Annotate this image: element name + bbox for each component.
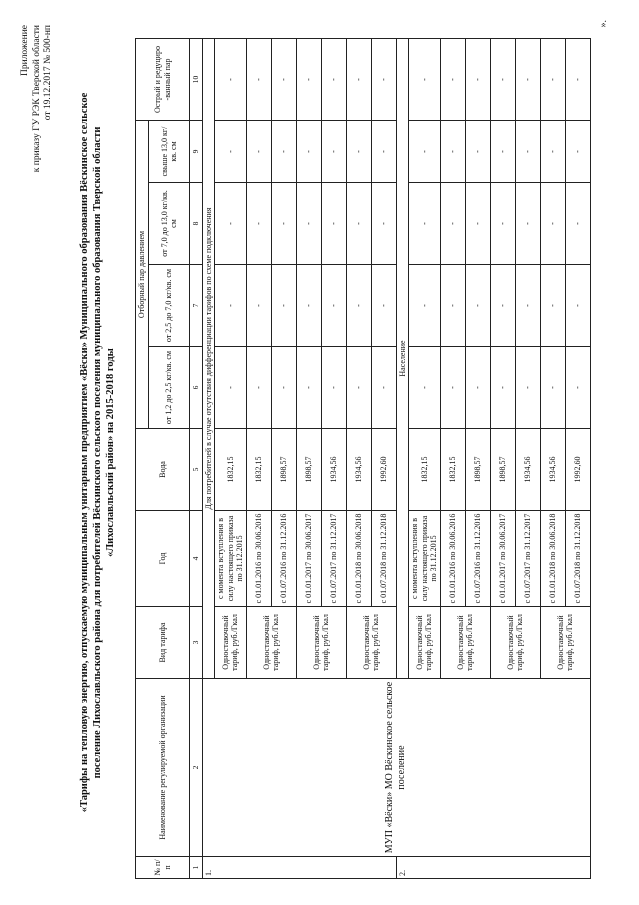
water-tariff-cell: 1898,57	[465, 429, 490, 511]
header-org: Наименование регулируемой организации	[136, 679, 190, 857]
table-body	[202, 39, 590, 879]
header-pressure-3: от 7,0 до 13,0 кг/кв. см	[149, 183, 190, 265]
header-no: № п/ п	[136, 857, 190, 879]
column-number: 2	[190, 679, 203, 857]
steam-tariff-cell: -	[215, 121, 247, 183]
steam-tariff-cell: -	[515, 347, 540, 429]
steam-tariff-cell: -	[371, 39, 396, 121]
header-pressure-2: от 2,5 до 7,0 кг/кв. см	[149, 265, 190, 347]
period-cell: с 01.07.2016 по 31.12.2016	[271, 511, 296, 607]
period-cell: с 01.07.2017 по 31.12.2017	[515, 511, 540, 607]
steam-tariff-cell: -	[346, 39, 371, 121]
steam-tariff-cell: -	[515, 39, 540, 121]
steam-tariff-cell: -	[465, 121, 490, 183]
steam-tariff-cell: -	[246, 39, 271, 121]
water-tariff-cell: 1898,57	[490, 429, 515, 511]
steam-tariff-cell: -	[346, 121, 371, 183]
steam-tariff-cell: -	[271, 39, 296, 121]
steam-tariff-cell: -	[321, 121, 346, 183]
closing-mark: ».	[598, 20, 609, 28]
steam-tariff-cell: -	[440, 121, 465, 183]
steam-tariff-cell: -	[215, 39, 247, 121]
steam-tariff-cell: -	[321, 39, 346, 121]
steam-tariff-cell: -	[409, 347, 441, 429]
steam-tariff-cell: -	[246, 347, 271, 429]
tariff-type-cell: Одноставочный тариф, руб./Гкал	[246, 607, 296, 679]
steam-tariff-cell: -	[540, 347, 565, 429]
appendix-note	[20, 25, 55, 172]
steam-tariff-cell: -	[321, 265, 346, 347]
steam-tariff-cell: -	[246, 265, 271, 347]
water-tariff-cell: 1992,60	[371, 429, 396, 511]
tariff-type-cell: Одноставочный тариф, руб./Гкал	[296, 607, 346, 679]
column-number: 9	[190, 121, 203, 183]
steam-tariff-cell: -	[271, 265, 296, 347]
water-tariff-cell: 1832,15	[246, 429, 271, 511]
column-number: 6	[190, 347, 203, 429]
steam-tariff-cell: -	[440, 183, 465, 265]
steam-tariff-cell: -	[346, 265, 371, 347]
steam-tariff-cell: -	[490, 347, 515, 429]
header-tariff-type: Вид тарифа	[136, 607, 190, 679]
steam-tariff-cell: -	[515, 183, 540, 265]
header-row	[136, 39, 149, 879]
steam-tariff-cell: -	[246, 121, 271, 183]
steam-tariff-cell: -	[271, 183, 296, 265]
steam-tariff-cell: -	[409, 265, 441, 347]
steam-tariff-cell: -	[215, 265, 247, 347]
steam-tariff-cell: -	[565, 265, 590, 347]
steam-tariff-cell: -	[246, 183, 271, 265]
period-cell: с 01.01.2016 по 30.06.2016	[246, 511, 271, 607]
column-number: 4	[190, 511, 203, 607]
period-cell: с 01.01.2017 по 30.06.2017	[490, 511, 515, 607]
tariff-table	[135, 38, 591, 879]
column-number-row	[190, 39, 203, 879]
steam-tariff-cell: -	[371, 183, 396, 265]
steam-tariff-cell: -	[440, 347, 465, 429]
steam-tariff-cell: -	[321, 183, 346, 265]
steam-tariff-cell: -	[346, 183, 371, 265]
steam-tariff-cell: -	[271, 347, 296, 429]
steam-tariff-cell: -	[371, 265, 396, 347]
steam-tariff-cell: -	[540, 39, 565, 121]
steam-tariff-cell: -	[540, 121, 565, 183]
steam-tariff-cell: -	[296, 347, 321, 429]
steam-tariff-cell: -	[409, 183, 441, 265]
column-number: 10	[190, 39, 203, 121]
period-cell: с 01.01.2018 по 30.06.2018	[346, 511, 371, 607]
heading-line-3: «Лихославльский район» на 2015-2018 годы	[105, 348, 116, 557]
tariff-type-cell: Одноставочный тариф, руб./Гкал	[409, 607, 441, 679]
appendix-order: к приказу ГУ РЭК Тверской области	[31, 25, 42, 173]
org-name: МУП «Вёски» МО Вёскинское сельское поселение	[202, 679, 590, 857]
tariff-type-cell: Одноставочный тариф, руб./Гкал	[540, 607, 590, 679]
header-sharp-steam: Острый и редуциро -ванный пар	[136, 39, 190, 121]
water-tariff-cell: 1832,15	[440, 429, 465, 511]
water-tariff-cell: 1898,57	[271, 429, 296, 511]
steam-tariff-cell: -	[490, 265, 515, 347]
tariff-type-cell: Одноставочный тариф, руб./Гкал	[215, 607, 247, 679]
water-tariff-cell: 1934,56	[321, 429, 346, 511]
water-tariff-cell: 1934,56	[346, 429, 371, 511]
steam-tariff-cell: -	[515, 265, 540, 347]
steam-tariff-cell: -	[296, 39, 321, 121]
steam-tariff-cell: -	[346, 347, 371, 429]
heading-line-1: «Тарифы на тепловую энергию, отпускаемую муниципальным унитарным предприятием «Вёски» Муниципального образования Вёскинское сельское	[79, 92, 90, 813]
steam-tariff-cell: -	[215, 347, 247, 429]
appendix-date: от 19.12.2017 № 500-нп	[43, 25, 53, 121]
steam-tariff-cell: -	[465, 39, 490, 121]
period-cell: с 01.07.2018 по 31.12.2018	[565, 511, 590, 607]
steam-tariff-cell: -	[490, 121, 515, 183]
steam-tariff-cell: -	[296, 183, 321, 265]
section-number: 2.	[396, 857, 590, 879]
steam-tariff-cell: -	[465, 347, 490, 429]
column-number: 7	[190, 265, 203, 347]
appendix-title: Приложение	[20, 25, 30, 76]
water-tariff-cell: 1934,56	[540, 429, 565, 511]
period-cell: с момента вступления в силу настоящего приказа по 31.12.2015	[215, 511, 247, 607]
period-cell: с 01.07.2018 по 31.12.2018	[371, 511, 396, 607]
header-water: Вода	[136, 429, 190, 511]
period-cell: с 01.01.2016 по 30.06.2016	[440, 511, 465, 607]
steam-tariff-cell: -	[565, 347, 590, 429]
steam-tariff-cell: -	[321, 347, 346, 429]
section-number: 1.	[202, 857, 396, 879]
header-steam-group: Отборный пар давлением	[136, 121, 149, 429]
steam-tariff-cell: -	[540, 265, 565, 347]
steam-tariff-cell: -	[271, 121, 296, 183]
section-row	[202, 39, 215, 879]
steam-tariff-cell: -	[465, 265, 490, 347]
tariff-type-cell: Одноставочный тариф, руб./Гкал	[490, 607, 540, 679]
steam-tariff-cell: -	[409, 39, 441, 121]
tariff-type-cell: Одноставочный тариф, руб./Гкал	[346, 607, 396, 679]
water-tariff-cell: 1934,56	[515, 429, 540, 511]
steam-tariff-cell: -	[371, 347, 396, 429]
water-tariff-cell: 1832,15	[215, 429, 247, 511]
period-cell: с 01.01.2018 по 30.06.2018	[540, 511, 565, 607]
steam-tariff-cell: -	[490, 183, 515, 265]
period-cell: с 01.07.2017 по 31.12.2017	[321, 511, 346, 607]
steam-tariff-cell: -	[440, 265, 465, 347]
column-number: 8	[190, 183, 203, 265]
column-number: 1	[190, 857, 203, 879]
steam-tariff-cell: -	[296, 121, 321, 183]
water-tariff-cell: 1832,15	[409, 429, 441, 511]
period-cell: с момента вступления в силу настоящего приказа по 31.12.2015	[409, 511, 441, 607]
steam-tariff-cell: -	[465, 183, 490, 265]
steam-tariff-cell: -	[565, 39, 590, 121]
steam-tariff-cell: -	[215, 183, 247, 265]
header-pressure-1: от 1,2 до 2,5 кг/кв. см	[149, 347, 190, 429]
header-pressure-4: свыше 13,0 кг/кв. см	[149, 121, 190, 183]
column-number: 5	[190, 429, 203, 511]
steam-tariff-cell: -	[490, 39, 515, 121]
steam-tariff-cell: -	[296, 265, 321, 347]
header-year: Год	[136, 511, 190, 607]
tariff-type-cell: Одноставочный тариф, руб./Гкал	[440, 607, 490, 679]
water-tariff-cell: 1992,60	[565, 429, 590, 511]
column-number: 3	[190, 607, 203, 679]
document-heading	[78, 70, 117, 835]
steam-tariff-cell: -	[440, 39, 465, 121]
steam-tariff-cell: -	[371, 121, 396, 183]
section-title: Для потребителей в случае отсутствия дифференциации тарифов по схеме подключения	[202, 39, 215, 679]
steam-tariff-cell: -	[565, 121, 590, 183]
steam-tariff-cell: -	[409, 121, 441, 183]
period-cell: с 01.01.2017 по 30.06.2017	[296, 511, 321, 607]
steam-tariff-cell: -	[565, 183, 590, 265]
section-title: Население	[396, 39, 409, 679]
water-tariff-cell: 1898,57	[296, 429, 321, 511]
steam-tariff-cell: -	[515, 121, 540, 183]
period-cell: с 01.07.2016 по 31.12.2016	[465, 511, 490, 607]
steam-tariff-cell: -	[540, 183, 565, 265]
heading-line-2: поселение Лихославльского района для потребителей Вёскинского сельского поселения муниципального образования Тверской области	[92, 126, 103, 779]
